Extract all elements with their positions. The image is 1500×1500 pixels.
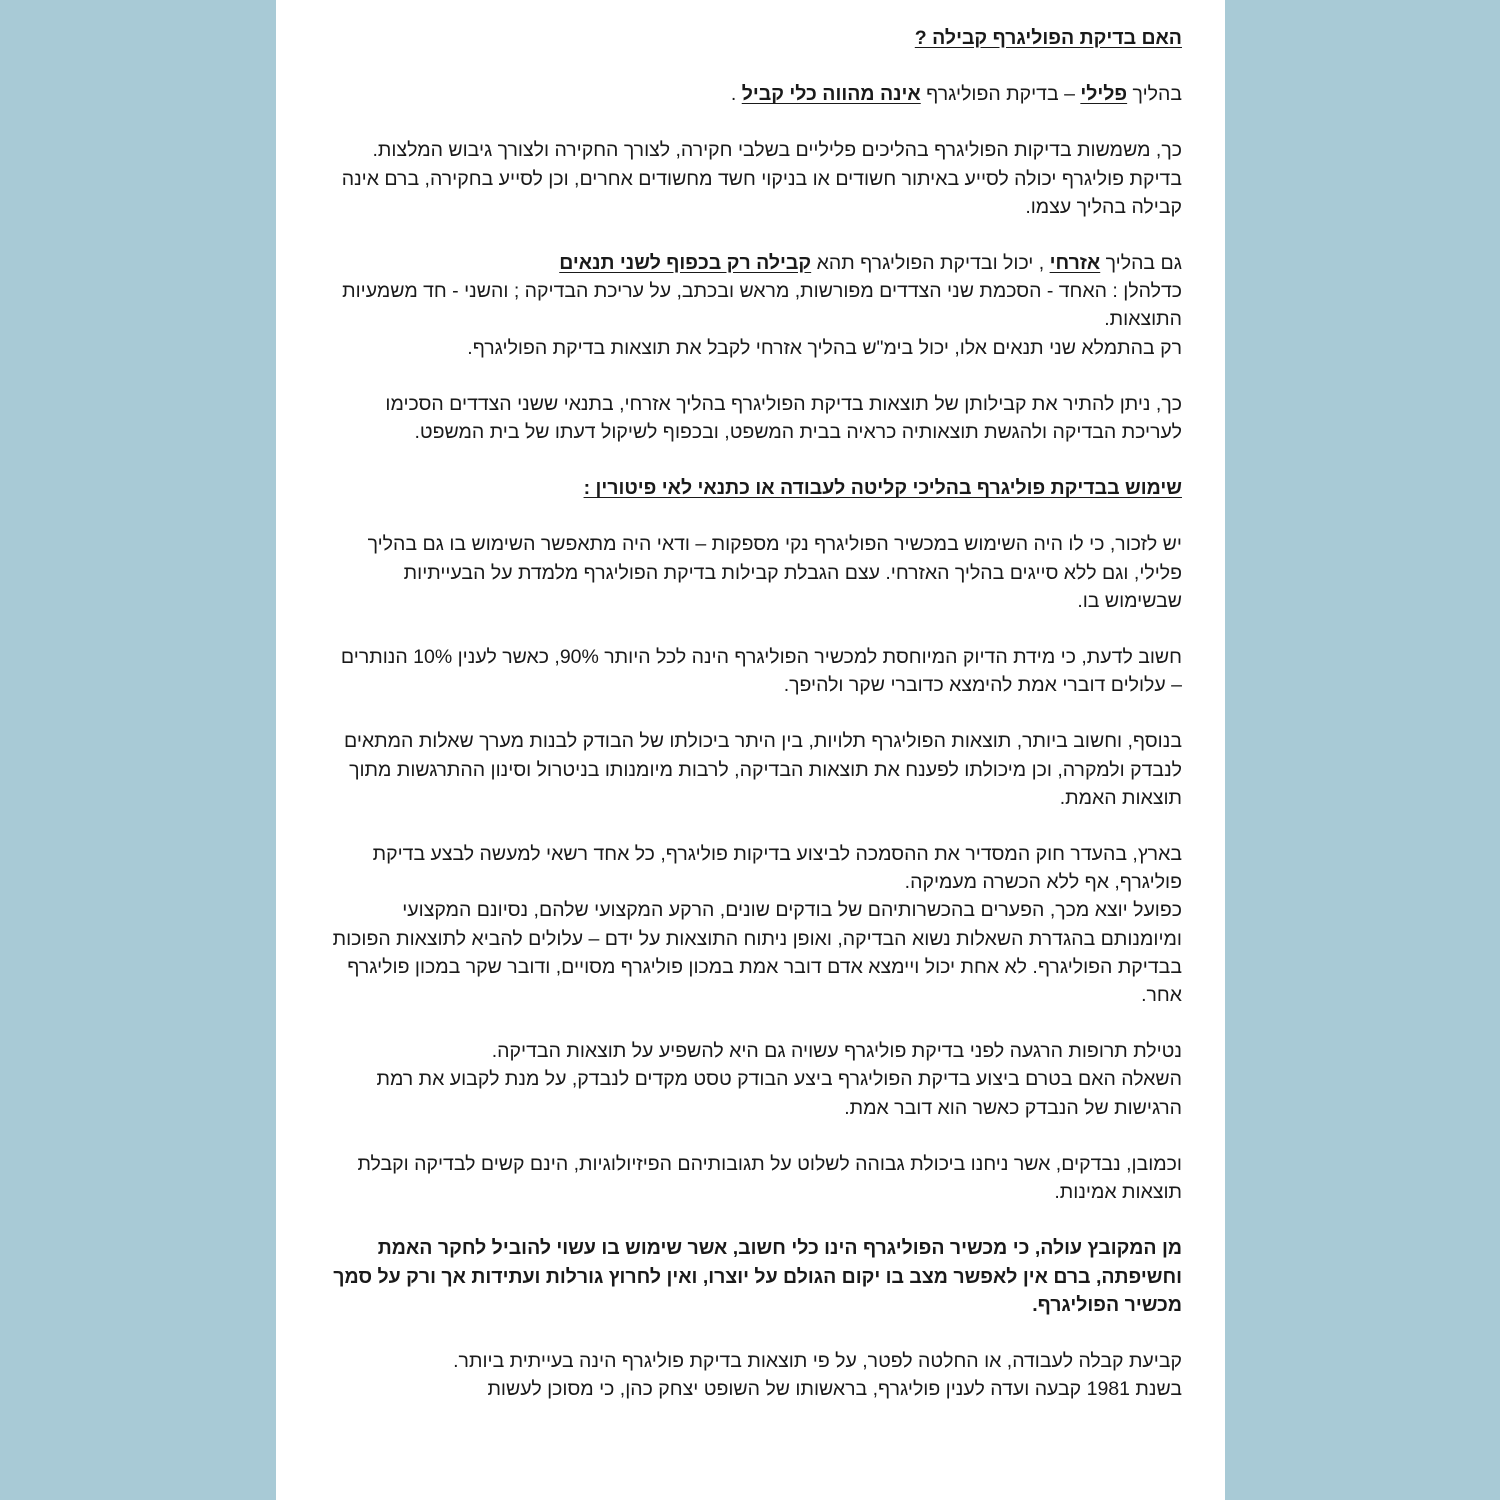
paragraph-civil-procedure [332,249,1182,277]
paragraph-doubts: יש לזכור, כי לו היה השימוש במכשיר הפוליגרף נקי מספקות – ודאי היה מתאפשר השימוש בו גם בהליך פלילי, וגם ללא סייגים בהליך האזרחי. עצם הגבלת קבילות בדיקת הפוליגרף מלמדת על הבעייתיות שבשימוש בו. [367,533,1182,612]
section-heading: שימוש בבדיקת פוליגרף בהליכי קליטה לעבודה או כתנאי לאי פיטורין : [583,477,1182,500]
p3-conditions-term: קבילה רק בכפוף לשני תנאים [559,252,812,275]
p3-text-a: גם בהליך [1100,252,1182,275]
page-title: האם בדיקת הפוליגרף קבילה ? [914,27,1182,49]
paragraph-investigation-use: כך, משמשות בדיקות הפוליגרף בהליכים פליליים בשלבי חקירה, לצורך החקירה ולצורך גיבוש המלצות. בדיקת פוליגרף יכולה לסייע באיתור חשודים או בניקוי חשד מחשודים אחרים, וכן לסייע בחקירה, ברם אינה קבילה בהליך עצמו. [341,139,1182,218]
paragraph-examiner-gaps: כפועל יוצא מכך, הפערים בהכשרותיהם של בודקים שונים, הרקע המקצועי שלהם, נסיונם המקצועי ומיומנותם בהגדרת השאלות נשוא הבדיקה, ואופן ניתוח התוצאות על ידם – עלולים להביא לתוצאות הפוכות בבדיקת הפוליגרף. לא אחת יכול ויימצא אדם דובר אמת במכון פוליגרף מסויים, ודובר שקר במכון פוליגרף אחר. [332,899,1182,1007]
paragraph-medication: נטילת תרופות הרגעה לפני בדיקת פוליגרף עשויה גם היא להשפיע על תוצאות הבדיקה. [491,1040,1182,1063]
paragraph-accuracy: חשוב לדעת, כי מידת הדיוק המיוחסת למכשיר הפוליגרף הינה לכל היותר 90%, כאשר לענין 10% הנותרים – עלולים דוברי אמת להימצא כדוברי שקר ולהיפך. [340,646,1182,697]
p3-text-c: , יכול ובדיקת הפוליגרף תהא [811,252,1050,275]
p1-criminal-term: פלילי [1080,83,1128,106]
paragraph-examiner-skill: בנוסף, וחשוב ביותר, תוצאות הפוליגרף תלויות, בין היתר ביכולתו של הבודק לבנות מערך שאלות המתאים לנבדק ולמקרה, וכן מיכולתו לפענח את תוצאות הבדיקה, לרבות מיומנותו בניטרול וסינון ההתרגשות מתוך תוצאות האמת. [344,730,1182,809]
p1-not-admissible-term: אינה מהווה כלי קביל [741,83,921,106]
paragraph-control-reactions: וכמובן, נבדקים, אשר ניחנו ביכולת גבוהה לשלוט על תגובותיהם הפיזיולוגיות, הינם קשים לבדיקה וקבלת תוצאות אמינות. [357,1152,1182,1204]
paragraph-criminal-procedure [332,80,1182,108]
p1-text-c: – בדיקת הפוליגרף [920,83,1081,106]
paragraph-conditions-result: רק בהתמלא שני תנאים אלו, יכול בימ"ש בהליך אזרחי לקבל את תוצאות בדיקת הפוליגרף. [467,336,1182,359]
paragraph-committee-1981: בשנת 1981 קבעה ועדה לענין פוליגרף, בראשותו של השופט יצחק כהן, כי מסוכן לעשות [487,1378,1182,1401]
paragraph-conditions-detail: כדלהלן : האחד - הסכמת שני הצדדים מפורשות, מראש ובכתב, על עריכת הבדיקה ; והשני - חד משמעיות התוצאות. [342,280,1182,331]
paragraph-no-regulation: בארץ, בהעדר חוק המסדיר את ההסמכה לביצוע בדיקות פוליגרף, כל אחד רשאי למעשה לבצע בדיקת פוליגרף, אף ללא הכשרה מעמיקה. [372,843,1182,894]
paragraph-conclusion: מן המקובץ עולה, כי מכשיר הפוליגרף הינו כלי חשוב, אשר שימוש בו עשוי להוביל לחקר האמת וחשיפתה, ברם אין לאפשר מצב בו יקום הגולם על יוצרו, ואין לחרוץ גורלות ועתידות אך ורק על סמך מכשיר הפוליגרף. [333,1237,1182,1316]
document-page [276,0,1225,1500]
paragraph-employment-decision: קביעת קבלה לעבודה, או החלטה לפטר, על פי תוצאות בדיקת פוליגרף הינה בעייתית ביותר. [453,1349,1182,1372]
p3-civil-term: אזרחי [1049,252,1101,275]
paragraph-pretest: השאלה האם בטרם ביצוע בדיקת הפוליגרף ביצע הבודק טסט מקדים לנבדק, על מנת לקבוע את רמת הרגישות של הנבדק כאשר הוא דובר אמת. [376,1068,1182,1119]
p1-text-a: בהליך [1127,83,1182,106]
p1-text-e: . [730,83,742,106]
document-body [332,24,1182,1403]
paragraph-civil-admissibility: כך, ניתן להתיר את קבילותן של תוצאות בדיקת הפוליגרף בהליך אזרחי, בתנאי ששני הצדדים הסכימו לעריכת הבדיקה ולהגשת תוצאותיה כראיה בבית המשפט, ובכפוף לשיקול דעתו של בית המשפט. [385,392,1182,444]
